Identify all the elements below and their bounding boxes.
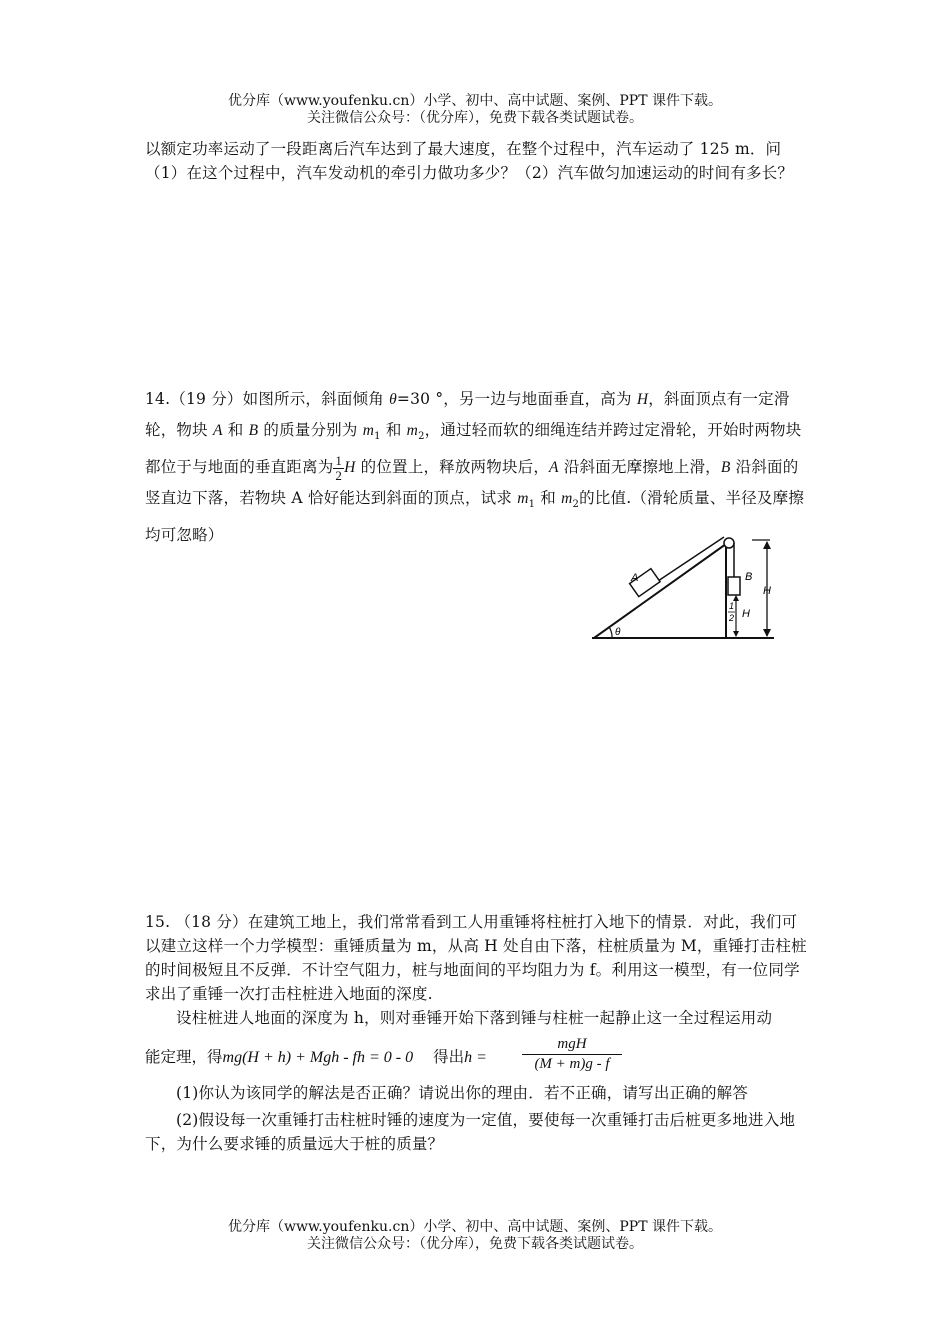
equation-line: 能定理，得mg(H + h) + Mgh - fh = 0 - 0 得出h = bbox=[145, 1048, 487, 1066]
label-half-h: H bbox=[742, 608, 750, 620]
label-theta: θ bbox=[615, 627, 621, 638]
block-b bbox=[728, 577, 740, 595]
result-lhs: h = bbox=[464, 1049, 487, 1066]
incline-pulley-figure bbox=[590, 532, 790, 647]
header-line-2: 关注微信公众号：（优分库），免费下载各类试题试卷。 bbox=[307, 110, 643, 126]
page-header bbox=[0, 93, 950, 127]
question-15-points: （18 分） bbox=[175, 913, 248, 931]
result-fraction: mgH (M + m)g - f bbox=[522, 1036, 622, 1073]
rope-incline bbox=[652, 537, 724, 585]
question-14-number: 14. bbox=[145, 390, 171, 408]
page-footer bbox=[0, 1219, 950, 1253]
footer-line-2: 关注微信公众号：（优分库），免费下载各类试题试卷。 bbox=[307, 1236, 643, 1252]
angle-arc bbox=[609, 627, 612, 638]
question-13-tail: 以额定功率运动了一段距离后汽车达到了最大速度，在整个过程中，汽车运动了 125 m．问（1）在这个过程中，汽车发动机的牵引力做功多少？（2）汽车做匀加速运动的时间有多长？ bbox=[145, 140, 794, 182]
question-15 bbox=[145, 910, 810, 1030]
question-15-item-2: (2)假设每一次重锤打击柱桩时锤的速度为一定值，要使每一次重锤打击后桩更多地进入地下，为什么要求锤的质量远大于桩的质量？ bbox=[145, 1111, 796, 1153]
label-half-den: 2 bbox=[729, 613, 735, 623]
label-half-num: 1 bbox=[729, 601, 735, 611]
pulley bbox=[724, 538, 734, 548]
question-15-intro: 15. （18 分）在建筑工地上，我们常常看到工人用重锤将柱桩打入地下的情景．对此，我们可以建立这样一个力学模型：重锤质量为 m，从高 H 处自由下落，柱桩质量为 M，重锤打击柱桩的时间极短且不反弹．不计空气阻力，桩与地面间的平均阻力为 f。利用这一模型，有一位同学求出了重锤一次打击柱桩进入地面的深度. bbox=[145, 913, 807, 1003]
question-14: 14.（19 分）如图所示，斜面倾角 θ=30 °，另一边与地面垂直，高为 H，斜面顶点有一定滑轮，物块 A 和 B 的质量分别为 $m_1$ 和 $m_2$，通过轻而软的细绳连结并跨过定滑轮，开始时两物块都位于与地面的垂直距离为 $\frac{1}{2}$ H 的位置上，释放两物块后，A 沿斜面无摩擦地上滑，B 沿斜面的竖直边下落，若物块 A 恰好能达到斜面的顶点，试求 $m_1$ 和 $m_2$的比值.（滑轮质量、半径及摩擦均可忽略） bbox=[145, 390, 805, 545]
question-15-item-1: (1)你认为该同学的解法是否正确？请说出你的理由．若不正确，请写出正确的解答 bbox=[176, 1084, 749, 1102]
label-h: H bbox=[763, 585, 771, 597]
question-15-setup: 设柱桩进人地面的深度为 h，则对垂锤开始下落到锤与柱桩一起静止这一全过程运用动 bbox=[176, 1009, 773, 1027]
header-line-1: 优分库（www.youfenku.cn）小学、初中、高中试题、案例、PPT 课件下载。 bbox=[227, 93, 722, 109]
question-14-points: （19 分） bbox=[170, 390, 243, 408]
question-15-number: 15. bbox=[145, 913, 171, 931]
footer-line-1: 优分库（www.youfenku.cn）小学、初中、高中试题、案例、PPT 课件下载。 bbox=[227, 1219, 722, 1235]
fraction-one-half: $\frac{1}{2}$ bbox=[335, 452, 343, 483]
energy-equation: mg(H + h) + Mgh - fh = 0 - 0 bbox=[222, 1049, 414, 1066]
label-b: B bbox=[745, 571, 753, 583]
label-a: A bbox=[631, 572, 639, 584]
incline-surface bbox=[594, 544, 726, 638]
